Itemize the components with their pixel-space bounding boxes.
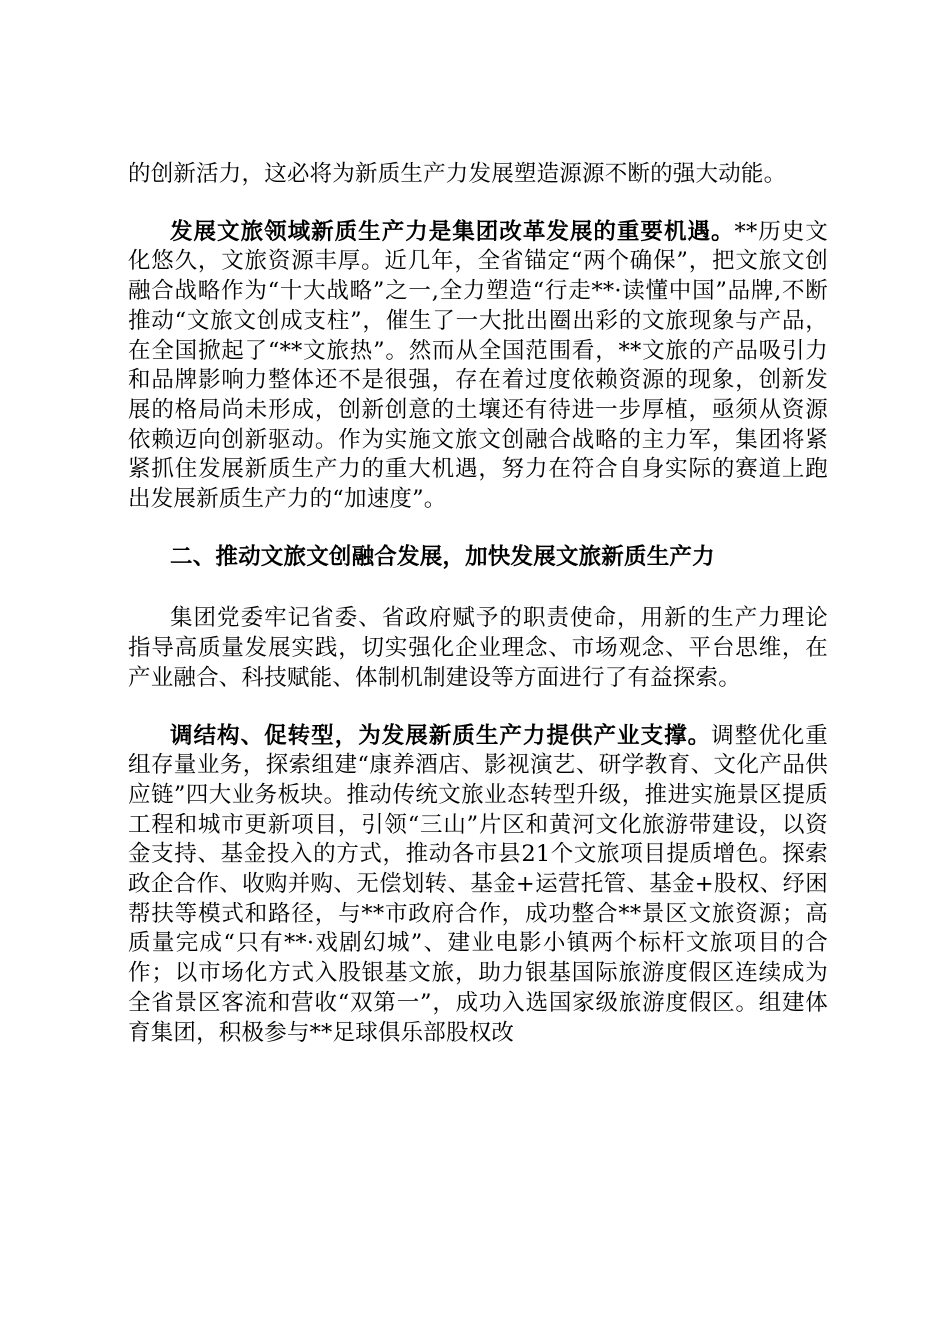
paragraph-text: 调整优化重组存量业务，探索组建“康养酒店、影视演艺、研学教育、文化产品供应链”四大业务板块。推动传统文旅业态转型升级，推进实施景区提质工程和城市更新项目，引领“三山”片区和黄河文化旅游带建设，以资金支持、基金投入的方式，推动各市县21个文旅项目提质增色。探索政企合作、收购并购、无偿划转、基金+运营托管、基金+股权、纾困帮扶等模式和路径，与**市政府合作，成功整合**景区文旅资源；高质量完成“只有**·戏剧幻城”、建业电影小镇两个标杆文旅项目的合作；以市场化方式入股银基文旅，助力银基国际旅游度假区连续成为全省景区客流和营收“双第一”，成功入选国家级旅游度假区。组建体育集团，积极参与**足球俱乐部股权改 (128, 722, 829, 1046)
paragraph-restructure (128, 722, 828, 1049)
paragraph-continuation (128, 160, 828, 190)
paragraph-text: 集团党委牢记省委、省政府赋予的职责使命，用新的生产力理论指导高质量发展实践，切实强化企业理念、市场观念、平台思维，在产业融合、科技赋能、体制机制建设等方面进行了有益探索。 (128, 605, 828, 691)
paragraph-lead-sentence: 发展文旅领域新质生产力是集团改革发展的重要机遇。 (170, 218, 735, 245)
paragraph-mission (128, 604, 828, 693)
section-heading (128, 543, 828, 573)
section-heading-text: 二、推动文旅文创融合发展，加快发展文旅新质生产力 (170, 543, 715, 570)
paragraph-text: 的创新活力，这必将为新质生产力发展塑造源源不断的强大动能。 (128, 161, 787, 187)
document-body (128, 160, 828, 1076)
paragraph-text: **历史文化悠久，文旅资源丰厚。近几年，全省锚定“两个确保”，把文旅文创融合战略作为“十大战略”之一,全力塑造“行走**·读懂中国”品牌,不断推动“文旅文创成支柱”，催生了一大批出圈出彩的文旅现象与产品，在全国掀起了“**文旅热”。然而从全国范围看，**文旅的产品吸引力和品牌影响力整体还不是很强，存在着过度依赖资源的现象，创新发展的格局尚未形成，创新创意的土壤还有待进一步厚植，亟须从资源依赖迈向创新驱动。作为实施文旅文创融合战略的主力军，集团将紧紧抓住发展新质生产力的重大机遇，努力在符合自身实际的赛道上跑出发展新质生产力的“加速度”。 (128, 218, 828, 513)
paragraph-lead-sentence: 调结构、促转型，为发展新质生产力提供产业支撑。 (170, 722, 712, 749)
paragraph-opportunity (128, 218, 828, 515)
